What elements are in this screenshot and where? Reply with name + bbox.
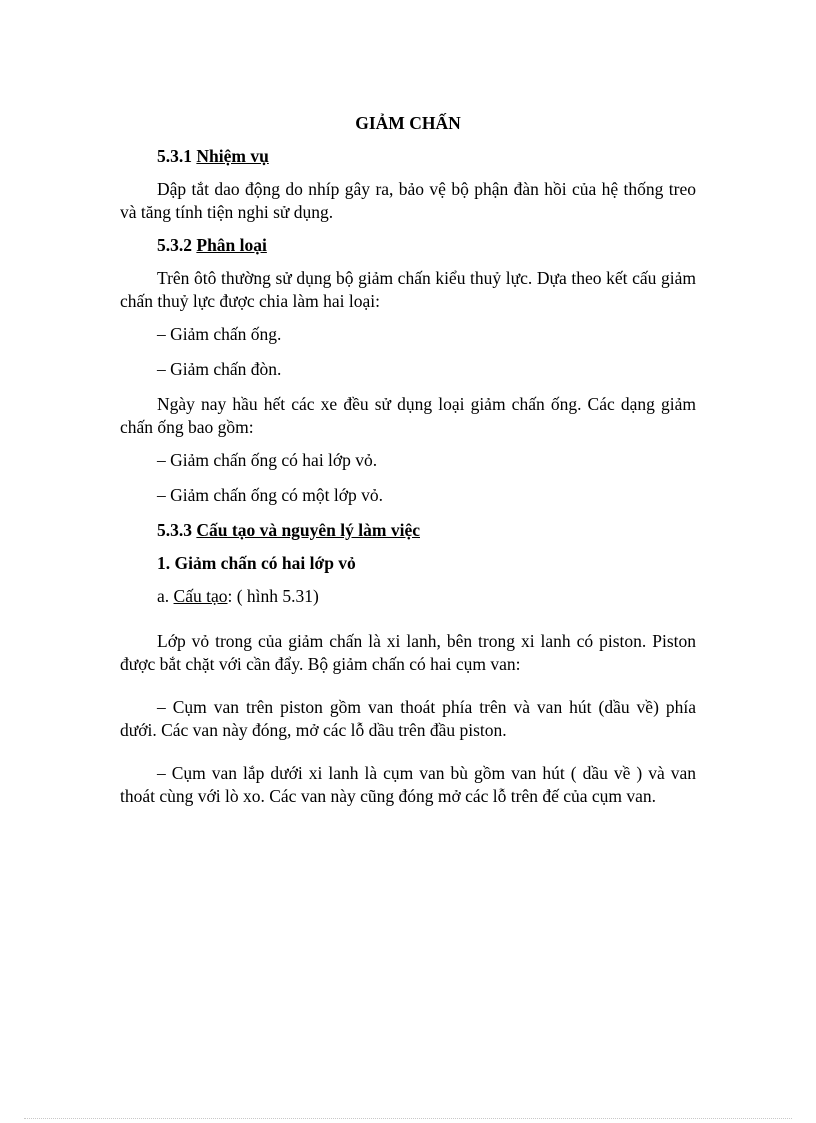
section-heading-phan-loai [120,234,696,257]
section-label: Nhiệm vụ [196,146,269,166]
paragraph: – Cụm van trên piston gồm van thoát phía trên và van hút (dầu về) phía dưới. Các van này đóng, mở các lỗ dầu trên đầu piston. [120,697,696,740]
document-body [120,112,696,818]
list-item: – Giảm chấn ống. [157,324,282,344]
paragraph: Lớp vỏ trong của giảm chấn là xi lanh, bên trong xi lanh có piston. Piston được bắt chặt với cần đẩy. Bộ giảm chấn có hai cụm van: [120,631,696,674]
figure-reference: : ( hình 5.31) [227,586,319,606]
subsection-label: Cấu tạo [173,586,228,606]
section-number: 5.3.3 [157,520,192,540]
subsection-heading: 1. Giảm chấn có hai lớp vỏ [157,553,356,573]
list-item: – Giảm chấn ống có hai lớp vỏ. [157,450,378,470]
paragraph: Ngày nay hầu hết các xe đều sử dụng loại giảm chấn ống. Các dạng giảm chấn ống bao gồm: [120,394,696,437]
paragraph: – Cụm van lắp dưới xi lanh là cụm van bù gồm van hút ( dầu về ) và van thoát cùng với lò xo. Các van này cũng đóng mở các lỗ trên đế của cụm van. [120,763,696,806]
section-number: 5.3.2 [157,235,192,255]
list-item: – Giảm chấn ống có một lớp vỏ. [157,485,384,505]
document-title: GIẢM CHẤN [355,113,461,133]
subsection-prefix: a. [157,586,170,606]
section-label: Cấu tạo và nguyên lý làm việc [196,520,420,540]
subsection-label-cau-tao [120,585,696,608]
paragraph: Trên ôtô thường sử dụng bộ giảm chấn kiểu thuỷ lực. Dựa theo kết cấu giảm chấn thuỷ lực được chia làm hai loại: [120,268,696,311]
page-bottom-rule [24,1118,792,1119]
paragraph: Dập tắt dao động do nhíp gây ra, bảo vệ bộ phận đàn hồi của hệ thống treo và tăng tính tiện nghi sử dụng. [120,179,696,222]
list-item: – Giảm chấn đòn. [157,359,282,379]
section-heading-cau-tao [120,519,696,542]
section-number: 5.3.1 [157,146,192,166]
section-heading-nhiem-vu [120,145,696,168]
section-label: Phân loại [196,235,267,255]
